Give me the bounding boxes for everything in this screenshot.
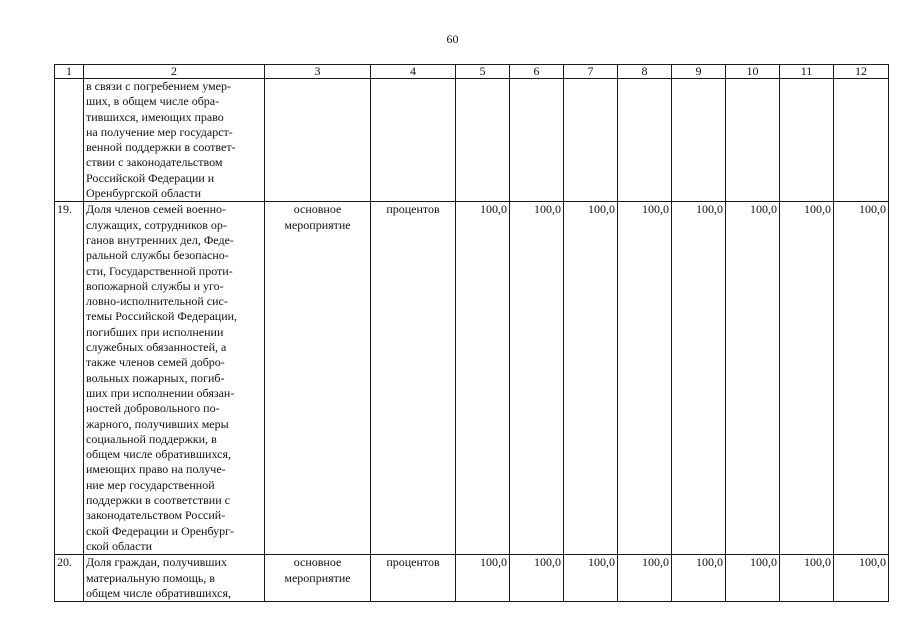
value-cell xyxy=(510,79,564,202)
indicator-name xyxy=(84,79,265,202)
indicator-name-line: ших, в общем числе обра- xyxy=(86,94,220,109)
value-cell: 100,0 xyxy=(456,555,510,602)
indicator-name-line: тившихся, имеющих право xyxy=(86,109,224,124)
table-row xyxy=(55,555,889,602)
indicator-name xyxy=(84,202,265,555)
indicator-name-line: жарного, получивших меры xyxy=(86,416,229,431)
indicator-name-line: сти, Государственной проти- xyxy=(86,263,233,278)
value-cell xyxy=(672,79,726,202)
indicator-name-line: ганов внутренних дел, Феде- xyxy=(86,232,234,247)
column-header: 8 xyxy=(618,65,672,79)
indicator-type xyxy=(265,555,371,602)
value-cell: 100,0 xyxy=(456,202,510,555)
indicator-name-line: вольных пожарных, погиб- xyxy=(86,370,225,385)
column-header: 1 xyxy=(55,65,84,79)
indicator-name-line: ствии с законодательством xyxy=(86,155,223,170)
value-cell: 100,0 xyxy=(672,555,726,602)
column-number-row xyxy=(55,65,889,79)
indicator-name-line: ловно-исполнительной сис- xyxy=(86,294,228,309)
indicator-name-line: Российской Федерации и xyxy=(86,170,215,185)
value-cell: 100,0 xyxy=(618,555,672,602)
value-cell xyxy=(780,79,834,202)
indicator-type-line: основное xyxy=(293,555,342,570)
indicator-name-line: также членов семей добро- xyxy=(86,355,225,370)
value-cell xyxy=(456,79,510,202)
indicator-name-line: материальную помощь, в xyxy=(86,570,215,585)
column-header: 9 xyxy=(672,65,726,79)
indicator-name-line: Оренбургской области xyxy=(86,186,202,201)
column-header: 10 xyxy=(726,65,780,79)
indicator-name-line: ской Федерации и Оренбург- xyxy=(86,523,235,538)
indicator-name-line: в связи с погребением умер- xyxy=(86,79,231,93)
indicator-type xyxy=(265,79,371,202)
value-cell xyxy=(834,79,889,202)
indicator-name-line: на получение мер государст- xyxy=(86,124,233,139)
column-header: 11 xyxy=(780,65,834,79)
column-header: 4 xyxy=(371,65,456,79)
column-header: 7 xyxy=(564,65,618,79)
indicator-name-line: ностей добровольного по- xyxy=(86,401,220,416)
indicator-name-line: вопожарной службы и уго- xyxy=(86,278,224,293)
value-cell xyxy=(564,79,618,202)
indicator-name-line: Доля членов семей военно- xyxy=(86,202,227,217)
indicator-name-line: ших при исполнении обязан- xyxy=(86,385,235,400)
value-cell: 100,0 xyxy=(510,555,564,602)
indicator-name-line: ние мер государственной xyxy=(86,477,215,492)
value-cell: 100,0 xyxy=(834,555,889,602)
table-row xyxy=(55,202,889,555)
value-cell: 100,0 xyxy=(510,202,564,555)
indicator-name-line: социальной поддержки, в xyxy=(86,431,217,446)
column-header: 12 xyxy=(834,65,889,79)
indicator-name-line: общем числе обратившихся, xyxy=(86,585,231,600)
value-cell xyxy=(618,79,672,202)
unit-of-measure: процентов xyxy=(371,555,456,602)
indicator-type-line: основное xyxy=(293,202,342,217)
value-cell: 100,0 xyxy=(780,202,834,555)
indicator-name-line: венной поддержки в соответ- xyxy=(86,140,236,155)
indicator-name-line: имеющих право на получе- xyxy=(86,462,226,477)
row-number: 19. xyxy=(55,202,84,555)
indicator-name xyxy=(84,555,265,602)
column-header: 3 xyxy=(265,65,371,79)
column-header: 2 xyxy=(84,65,265,79)
indicator-name-line: поддержки в соответствии с xyxy=(86,493,230,508)
value-cell: 100,0 xyxy=(564,202,618,555)
indicator-name-line: ральной службы безопасно- xyxy=(86,248,229,263)
indicator-name-line: общем числе обратившихся, xyxy=(86,447,231,462)
indicator-name-line: погибших при исполнении xyxy=(86,324,224,339)
value-cell: 100,0 xyxy=(780,555,834,602)
indicator-type-line: мероприятие xyxy=(284,570,351,585)
page-number: 60 xyxy=(446,32,459,46)
indicator-name-line: ской области xyxy=(86,538,153,553)
value-cell: 100,0 xyxy=(618,202,672,555)
value-cell: 100,0 xyxy=(726,202,780,555)
value-cell xyxy=(726,79,780,202)
value-cell: 100,0 xyxy=(834,202,889,555)
indicator-name-line: законодательством Россий- xyxy=(86,508,226,523)
value-cell: 100,0 xyxy=(726,555,780,602)
column-header: 5 xyxy=(456,65,510,79)
indicator-name-line: служебных обязанностей, а xyxy=(86,340,227,355)
indicator-name-line: темы Российской Федерации, xyxy=(86,309,238,324)
value-cell: 100,0 xyxy=(672,202,726,555)
row-number xyxy=(55,79,84,202)
indicator-type xyxy=(265,202,371,555)
indicator-name-line: служащих, сотрудников ор- xyxy=(86,217,227,232)
indicators-table xyxy=(54,64,889,602)
value-cell: 100,0 xyxy=(564,555,618,602)
column-header: 6 xyxy=(510,65,564,79)
indicator-type-line: мероприятие xyxy=(284,217,351,232)
indicator-name-line: Доля граждан, получивших xyxy=(86,555,227,570)
row-number: 20. xyxy=(55,555,84,602)
unit-of-measure: процентов xyxy=(371,202,456,555)
unit-of-measure xyxy=(371,79,456,202)
table-row xyxy=(55,79,889,202)
